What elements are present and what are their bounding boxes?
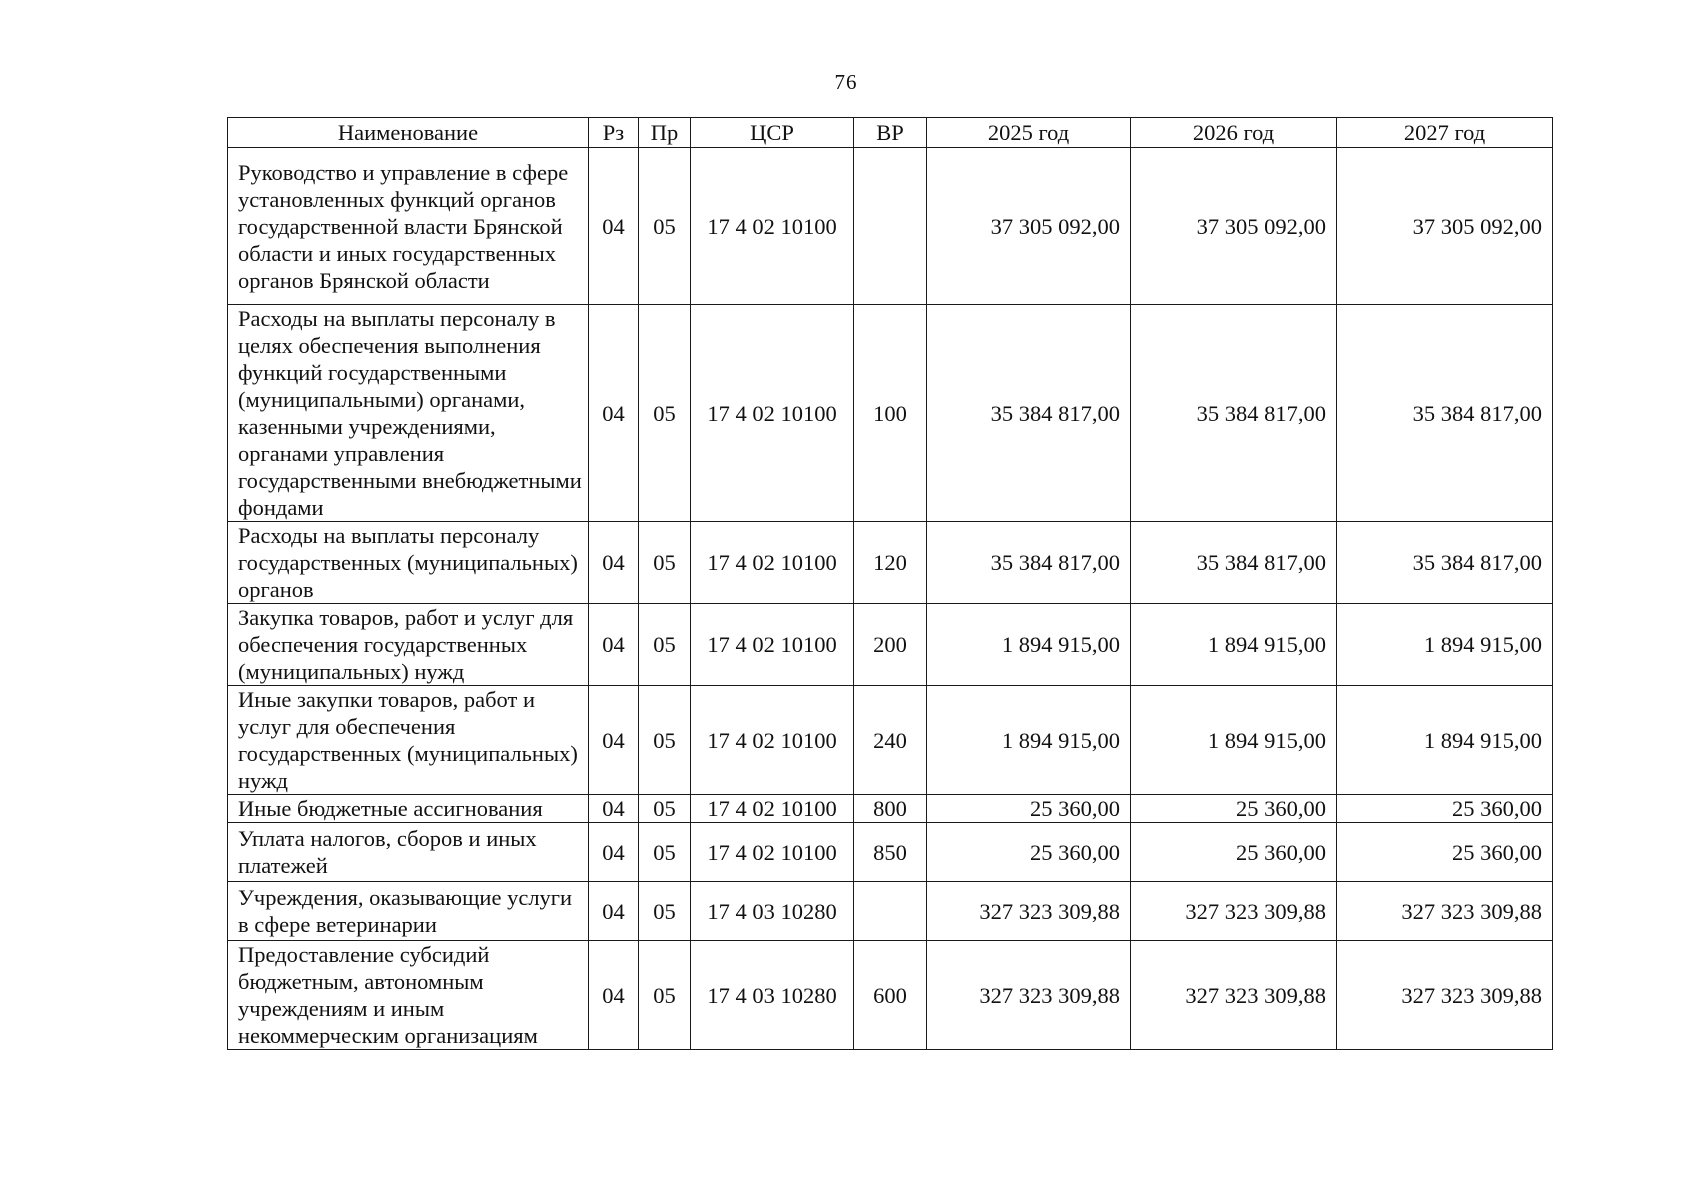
cell-2025: 35 384 817,00 [927,522,1131,604]
cell-rz: 04 [589,522,639,604]
cell-name: Уплата налогов, сборов и иных платежей [228,823,589,882]
cell-csr: 17 4 02 10100 [691,686,854,795]
cell-2027: 1 894 915,00 [1337,686,1553,795]
cell-2026: 327 323 309,88 [1131,882,1337,941]
cell-vr: 800 [854,795,927,823]
cell-2027: 35 384 817,00 [1337,305,1553,522]
column-header-csr: ЦСР [691,118,854,148]
cell-pr: 05 [639,148,691,305]
column-header-vr: ВР [854,118,927,148]
cell-vr [854,148,927,305]
cell-name: Руководство и управление в сфере установленных функций органов государственной власти Брянской области и иных государственных органов Брянской области [228,148,589,305]
cell-csr: 17 4 02 10100 [691,604,854,686]
cell-2026: 35 384 817,00 [1131,522,1337,604]
cell-pr: 05 [639,604,691,686]
cell-2025: 327 323 309,88 [927,882,1131,941]
cell-2027: 1 894 915,00 [1337,604,1553,686]
cell-csr: 17 4 02 10100 [691,522,854,604]
cell-vr: 850 [854,823,927,882]
cell-vr: 120 [854,522,927,604]
table-row [228,604,1553,686]
cell-pr: 05 [639,305,691,522]
table-row [228,148,1553,305]
cell-2025: 1 894 915,00 [927,604,1131,686]
table-row [228,795,1553,823]
cell-2026: 1 894 915,00 [1131,604,1337,686]
cell-pr: 05 [639,882,691,941]
cell-2026: 25 360,00 [1131,795,1337,823]
cell-2027: 25 360,00 [1337,823,1553,882]
cell-vr: 100 [854,305,927,522]
cell-vr: 200 [854,604,927,686]
cell-name: Расходы на выплаты персоналу в целях обеспечения выполнения функций государственными (муниципальными) органами, казенными учреждениями, органами управления государственными внебюджетными фондами [228,305,589,522]
cell-pr: 05 [639,941,691,1050]
cell-2026: 25 360,00 [1131,823,1337,882]
cell-2025: 37 305 092,00 [927,148,1131,305]
cell-2027: 327 323 309,88 [1337,941,1553,1050]
cell-csr: 17 4 03 10280 [691,941,854,1050]
table-row [228,823,1553,882]
page-number: 76 [834,70,858,94]
cell-csr: 17 4 02 10100 [691,305,854,522]
cell-vr: 600 [854,941,927,1050]
cell-csr: 17 4 02 10100 [691,148,854,305]
column-header-2025: 2025 год [927,118,1131,148]
cell-rz: 04 [589,604,639,686]
cell-rz: 04 [589,823,639,882]
column-header-2026: 2026 год [1131,118,1337,148]
cell-name: Иные закупки товаров, работ и услуг для обеспечения государственных (муниципальных) нужд [228,686,589,795]
column-header-rz: Рз [589,118,639,148]
cell-name: Предоставление субсидий бюджетным, автономным учреждениям и иным некоммерческим организациям [228,941,589,1050]
budget-table [227,117,1553,1050]
column-header-pr: Пр [639,118,691,148]
cell-2025: 35 384 817,00 [927,305,1131,522]
cell-2026: 37 305 092,00 [1131,148,1337,305]
table-row [228,522,1553,604]
cell-pr: 05 [639,795,691,823]
cell-2025: 25 360,00 [927,795,1131,823]
cell-2027: 35 384 817,00 [1337,522,1553,604]
cell-name: Учреждения, оказывающие услуги в сфере ветеринарии [228,882,589,941]
cell-2026: 35 384 817,00 [1131,305,1337,522]
cell-vr [854,882,927,941]
table-row [228,305,1553,522]
table-body [228,148,1553,1050]
table-row [228,882,1553,941]
cell-rz: 04 [589,305,639,522]
cell-name: Закупка товаров, работ и услуг для обеспечения государственных (муниципальных) нужд [228,604,589,686]
cell-2025: 1 894 915,00 [927,686,1131,795]
table-row [228,686,1553,795]
cell-rz: 04 [589,882,639,941]
cell-2027: 327 323 309,88 [1337,882,1553,941]
cell-rz: 04 [589,148,639,305]
column-header-2027: 2027 год [1337,118,1553,148]
cell-rz: 04 [589,941,639,1050]
column-header-name: Наименование [228,118,589,148]
table-header-row [228,118,1553,148]
cell-2025: 25 360,00 [927,823,1131,882]
cell-2027: 25 360,00 [1337,795,1553,823]
cell-rz: 04 [589,795,639,823]
cell-csr: 17 4 02 10100 [691,823,854,882]
table-row [228,941,1553,1050]
cell-2026: 1 894 915,00 [1131,686,1337,795]
cell-2025: 327 323 309,88 [927,941,1131,1050]
cell-name: Иные бюджетные ассигнования [228,795,589,823]
cell-pr: 05 [639,522,691,604]
cell-csr: 17 4 02 10100 [691,795,854,823]
cell-pr: 05 [639,686,691,795]
cell-2027: 37 305 092,00 [1337,148,1553,305]
cell-rz: 04 [589,686,639,795]
cell-pr: 05 [639,823,691,882]
cell-2026: 327 323 309,88 [1131,941,1337,1050]
cell-vr: 240 [854,686,927,795]
cell-csr: 17 4 03 10280 [691,882,854,941]
cell-name: Расходы на выплаты персоналу государственных (муниципальных) органов [228,522,589,604]
